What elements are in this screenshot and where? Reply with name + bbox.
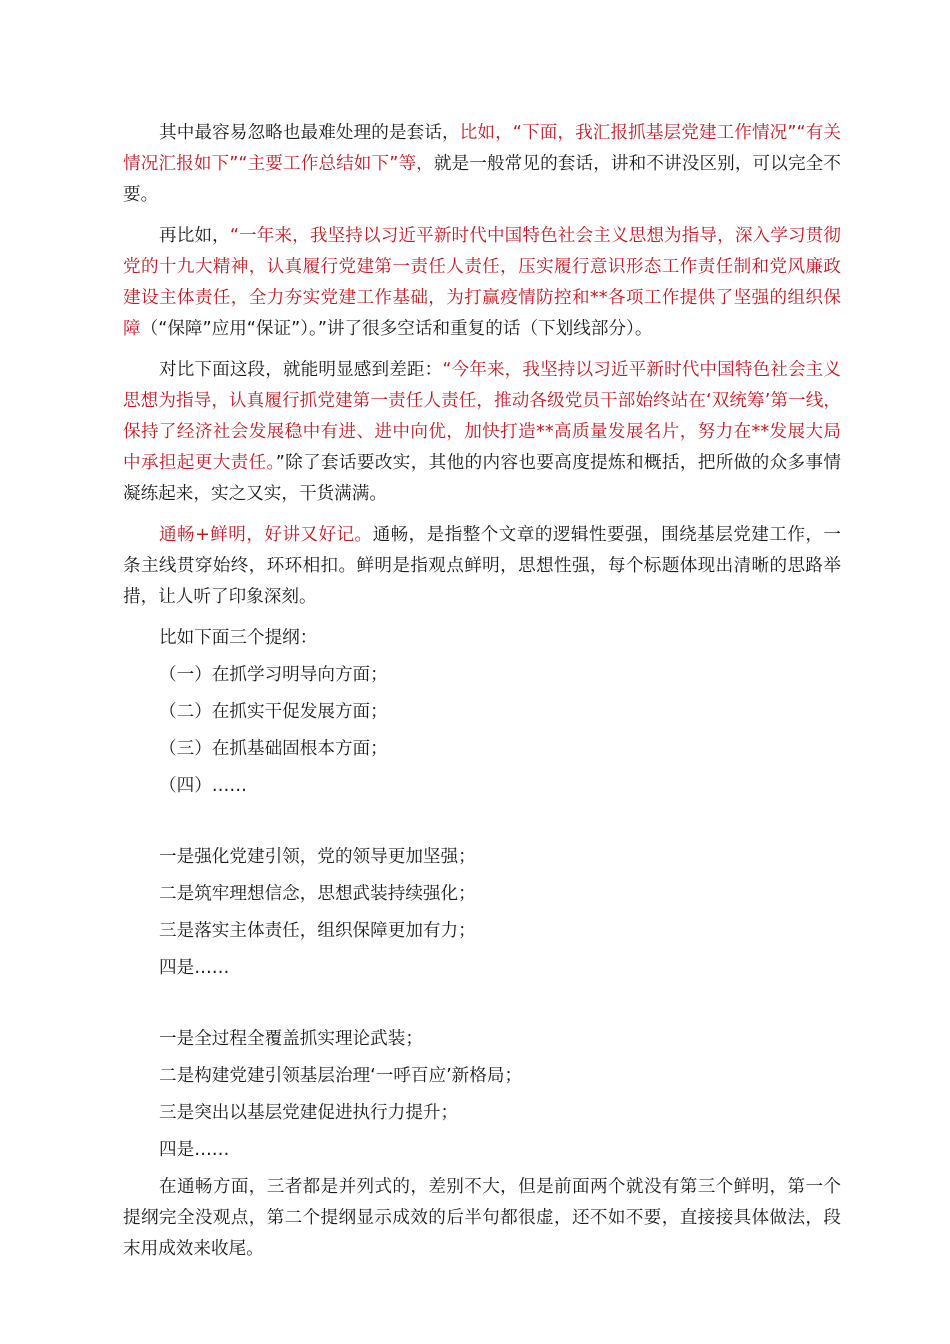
blank-line <box>123 808 841 842</box>
outline-item: （一）在抓学习明导向方面； <box>159 665 388 685</box>
outline-item: 三是突出以基层党建促进执行力提升； <box>159 1103 459 1123</box>
outline-item: （三）在抓基础固根本方面； <box>159 739 388 759</box>
paragraph-4 <box>123 520 841 613</box>
outline-group-2 <box>123 842 841 984</box>
p1-lead: 其中最容易忽略也最难处理的是套话， <box>159 123 460 143</box>
p4-highlight: 通畅+鲜明，好讲又好记。 <box>159 525 373 545</box>
outline-item: 二是筑牢理想信念，思想武装持续强化； <box>159 884 476 904</box>
document-page <box>123 118 841 1275</box>
p2-lead: 再比如， <box>159 226 230 246</box>
p2-tail: （“保障”应用“保证”）。”讲了很多空话和重复的话（下划线部分）。 <box>140 319 653 339</box>
p2-highlight: “一年来，我坚持以习近平新时代中国特色社会主义思想为指导，深入学习贯彻党的十九大精神，认真履行党建第一责任人责任，压实履行意识形态工作责任制和党风廉政建设主体责任，全力夯实党建工作基础，为打赢疫情防控和**各项工作提供了坚强的组织保障 <box>123 226 841 339</box>
p1-tail: 就是一般常见的套话，讲和不讲没区别，可以完全不要。 <box>123 154 841 205</box>
paragraph-1 <box>123 118 841 211</box>
p3-highlight: “今年来，我坚持以习近平新时代中国特色社会主义思想为指导，认真履行抓党建第一责任人责任，推动各级党员干部始终站在‘双统筹’第一线，保持了经济社会发展稳中有进、进中向优，加快打造**高质量发展名片，努力在**发展大局中承担起更大责任。 <box>123 360 841 473</box>
outline-group-3 <box>123 1024 841 1166</box>
outline-item: 一是强化党建引领，党的领导更加坚强； <box>159 847 476 867</box>
outline-item: 一是全过程全覆盖抓实理论武装； <box>159 1029 423 1049</box>
blank-line <box>123 990 841 1024</box>
outline-item: 二是构建党建引领基层治理‘一呼百应’新格局； <box>159 1066 523 1086</box>
outline-item: 三是落实主体责任，组织保障更加有力； <box>159 921 476 941</box>
p4-tail: 通畅，是指整个文章的逻辑性要强，围绕基层党建工作，一条主线贯穿始终，环环相扣。鲜明是指观点鲜明，思想性强，每个标题体现出清晰的思路举措，让人听了印象深刻。 <box>123 525 841 607</box>
outline-item: （四）…… <box>159 776 247 796</box>
outline-item: 四是…… <box>159 1140 230 1160</box>
paragraph-2 <box>123 221 841 345</box>
paragraph-3 <box>123 355 841 510</box>
p3-lead: 对比下面这段，就能明显感到差距： <box>159 360 443 380</box>
p3-tail: ”除了套话要改实，其他的内容也要高度提炼和概括，把所做的众多事情凝练起来，实之又实，干货满满。 <box>123 453 842 504</box>
outline-item: （二）在抓实干促发展方面； <box>159 702 388 722</box>
p1-highlight: 比如，“下面，我汇报抓基层党建工作情况”“有关情况汇报如下”“主要工作总结如下”等， <box>123 123 841 174</box>
outline-group-1 <box>123 660 841 802</box>
outline-intro: 比如下面三个提纲： <box>159 628 318 648</box>
conclusion-paragraph: 在通畅方面，三者都是并列式的，差别不大，但是前面两个就没有第三个鲜明，第一个提纲完全没观点，第二个提纲显示成效的后半句都很虚，还不如不要，直接接具体做法，段末用成效来收尾。 <box>123 1177 841 1259</box>
outline-item: 四是…… <box>159 958 230 978</box>
